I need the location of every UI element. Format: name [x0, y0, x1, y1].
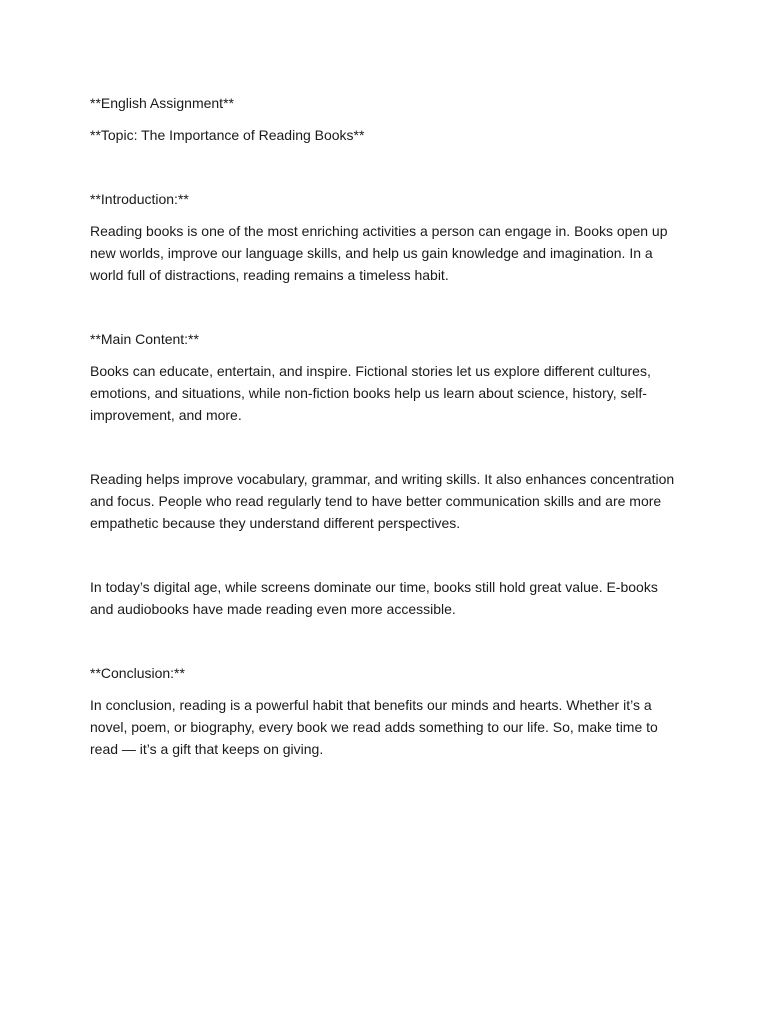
conclusion-heading: **Conclusion:** [90, 665, 185, 681]
document-topic: **Topic: The Importance of Reading Books** [90, 127, 365, 143]
introduction-paragraph: Reading books is one of the most enriching activities a person can engage in. Books open up new worlds, improve our language skills, and help us gain knowledge and imagination. In a world full of distractions, reading remains a timeless habit. [90, 223, 668, 283]
spacer [90, 350, 682, 360]
spacer [90, 210, 682, 220]
main-content-paragraph-2: Reading helps improve vocabulary, grammar, and writing skills. It also enhances concentration and focus. People who read regularly tend to have better communication skills and are more empathetic because they understand different perspectives. [90, 471, 675, 531]
spacer [90, 146, 682, 188]
main-content-paragraph-3: In today’s digital age, while screens dominate our time, books still hold great value. E-books and audiobooks have made reading even more accessible. [90, 579, 658, 617]
spacer [90, 114, 682, 124]
conclusion-paragraph: In conclusion, reading is a powerful habit that benefits our minds and hearts. Whether it’s a novel, poem, or biography, every book we read adds something to our life. So, make time to read — it’s a gift that keeps on giving. [90, 697, 658, 757]
main-content-heading: **Main Content:** [90, 331, 199, 347]
spacer [90, 426, 682, 468]
document-title: **English Assignment** [90, 95, 234, 111]
main-content-paragraph-1: Books can educate, entertain, and inspire. Fictional stories let us explore different cultures, emotions, and situations, while non-fiction books help us learn about science, history, self-improvement, and more. [90, 363, 651, 423]
spacer [90, 534, 682, 576]
spacer [90, 620, 682, 662]
introduction-heading: **Introduction:** [90, 191, 189, 207]
spacer [90, 684, 682, 694]
document-page [90, 92, 682, 760]
spacer [90, 286, 682, 328]
